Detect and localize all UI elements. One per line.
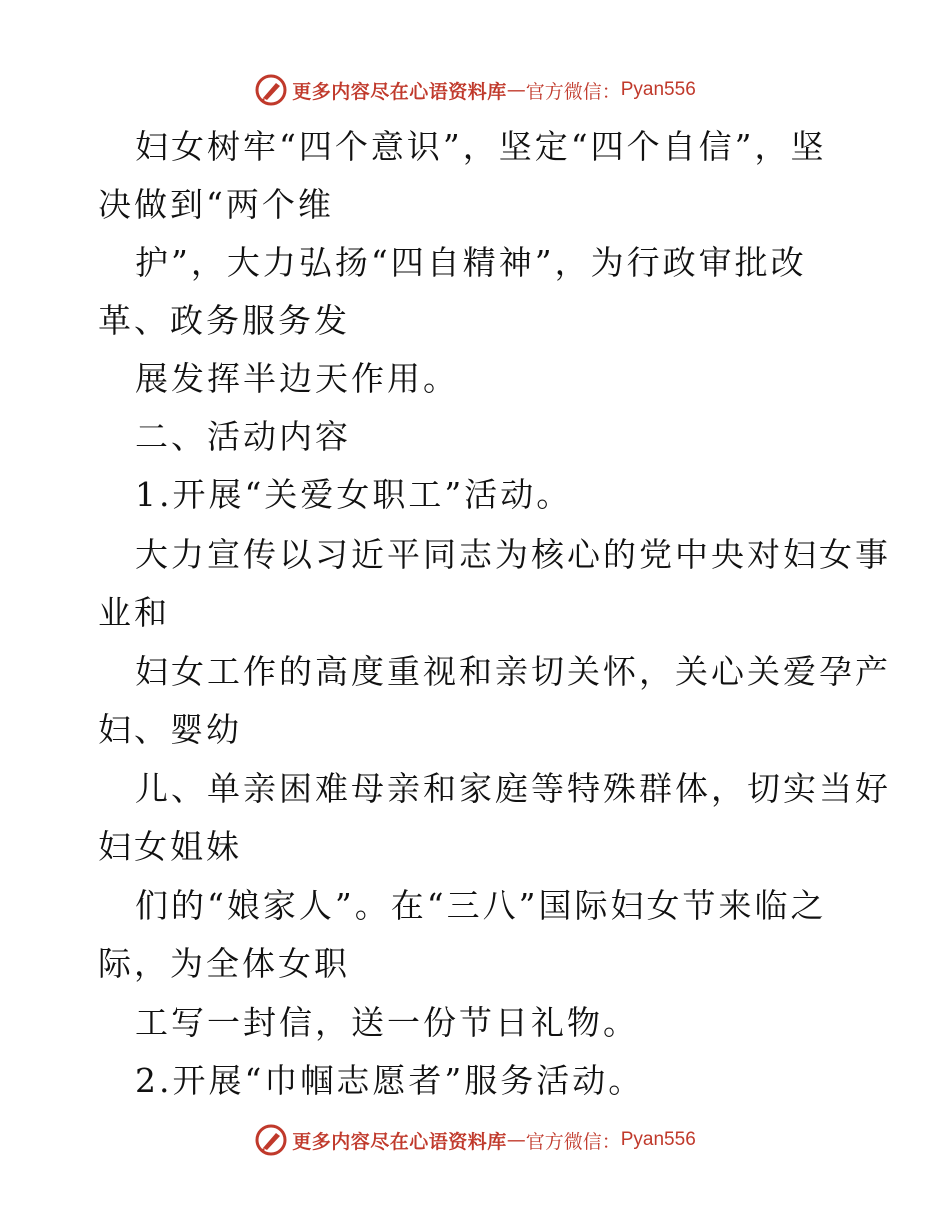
body-line: 妇女树牢“四个意识”，坚定“四个自信”，坚 [135, 127, 827, 166]
body-line: 妇女工作的高度重视和亲切关怀，关心关爱孕产 [135, 652, 891, 691]
body-line: 大力宣传以习近平同志为核心的党中央对妇女事 [135, 535, 891, 574]
body-line: 妇、婴幼 [98, 710, 242, 749]
footer-wechat-id: Pyan556 [620, 1129, 696, 1150]
pen-logo-icon [254, 1123, 288, 1157]
body-line: 际，为全体女职 [98, 944, 350, 983]
body-line: 展发挥半边天作用。 [135, 359, 459, 398]
header-dash: — [506, 79, 526, 101]
body-line: 护”，大力弘扬“四自精神”，为行政审批改 [135, 243, 807, 282]
header-wechat-label: 官方微信： [525, 80, 621, 103]
footer-dash: — [506, 1129, 526, 1151]
header-wechat-id: Pyan556 [620, 79, 696, 100]
body-line: 业和 [98, 593, 170, 632]
item-heading: 2.开展“巾帼志愿者”服务活动。 [135, 1061, 645, 1100]
header-banner [0, 70, 950, 110]
pen-logo-icon [254, 73, 288, 107]
footer-banner [0, 1120, 950, 1160]
body-line: 们的“娘家人”。在“三八”国际妇女节来临之 [135, 886, 827, 925]
body-line: 工写一封信，送一份节日礼物。 [135, 1003, 639, 1042]
body-line: 妇女姐妹 [98, 827, 242, 866]
section-heading: 二、活动内容 [135, 417, 351, 456]
item-heading: 1.开展“关爱女职工”活动。 [135, 475, 573, 514]
footer-wechat-label: 官方微信： [525, 1130, 621, 1153]
body-line: 革、政务服务发 [98, 301, 350, 340]
body-line: 儿、单亲困难母亲和家庭等特殊群体，切实当好 [135, 769, 891, 808]
header-brand-text: 更多内容尽在心语资料库 [292, 80, 507, 103]
footer-brand-text: 更多内容尽在心语资料库 [292, 1130, 507, 1153]
body-line: 决做到“两个维 [98, 185, 334, 224]
